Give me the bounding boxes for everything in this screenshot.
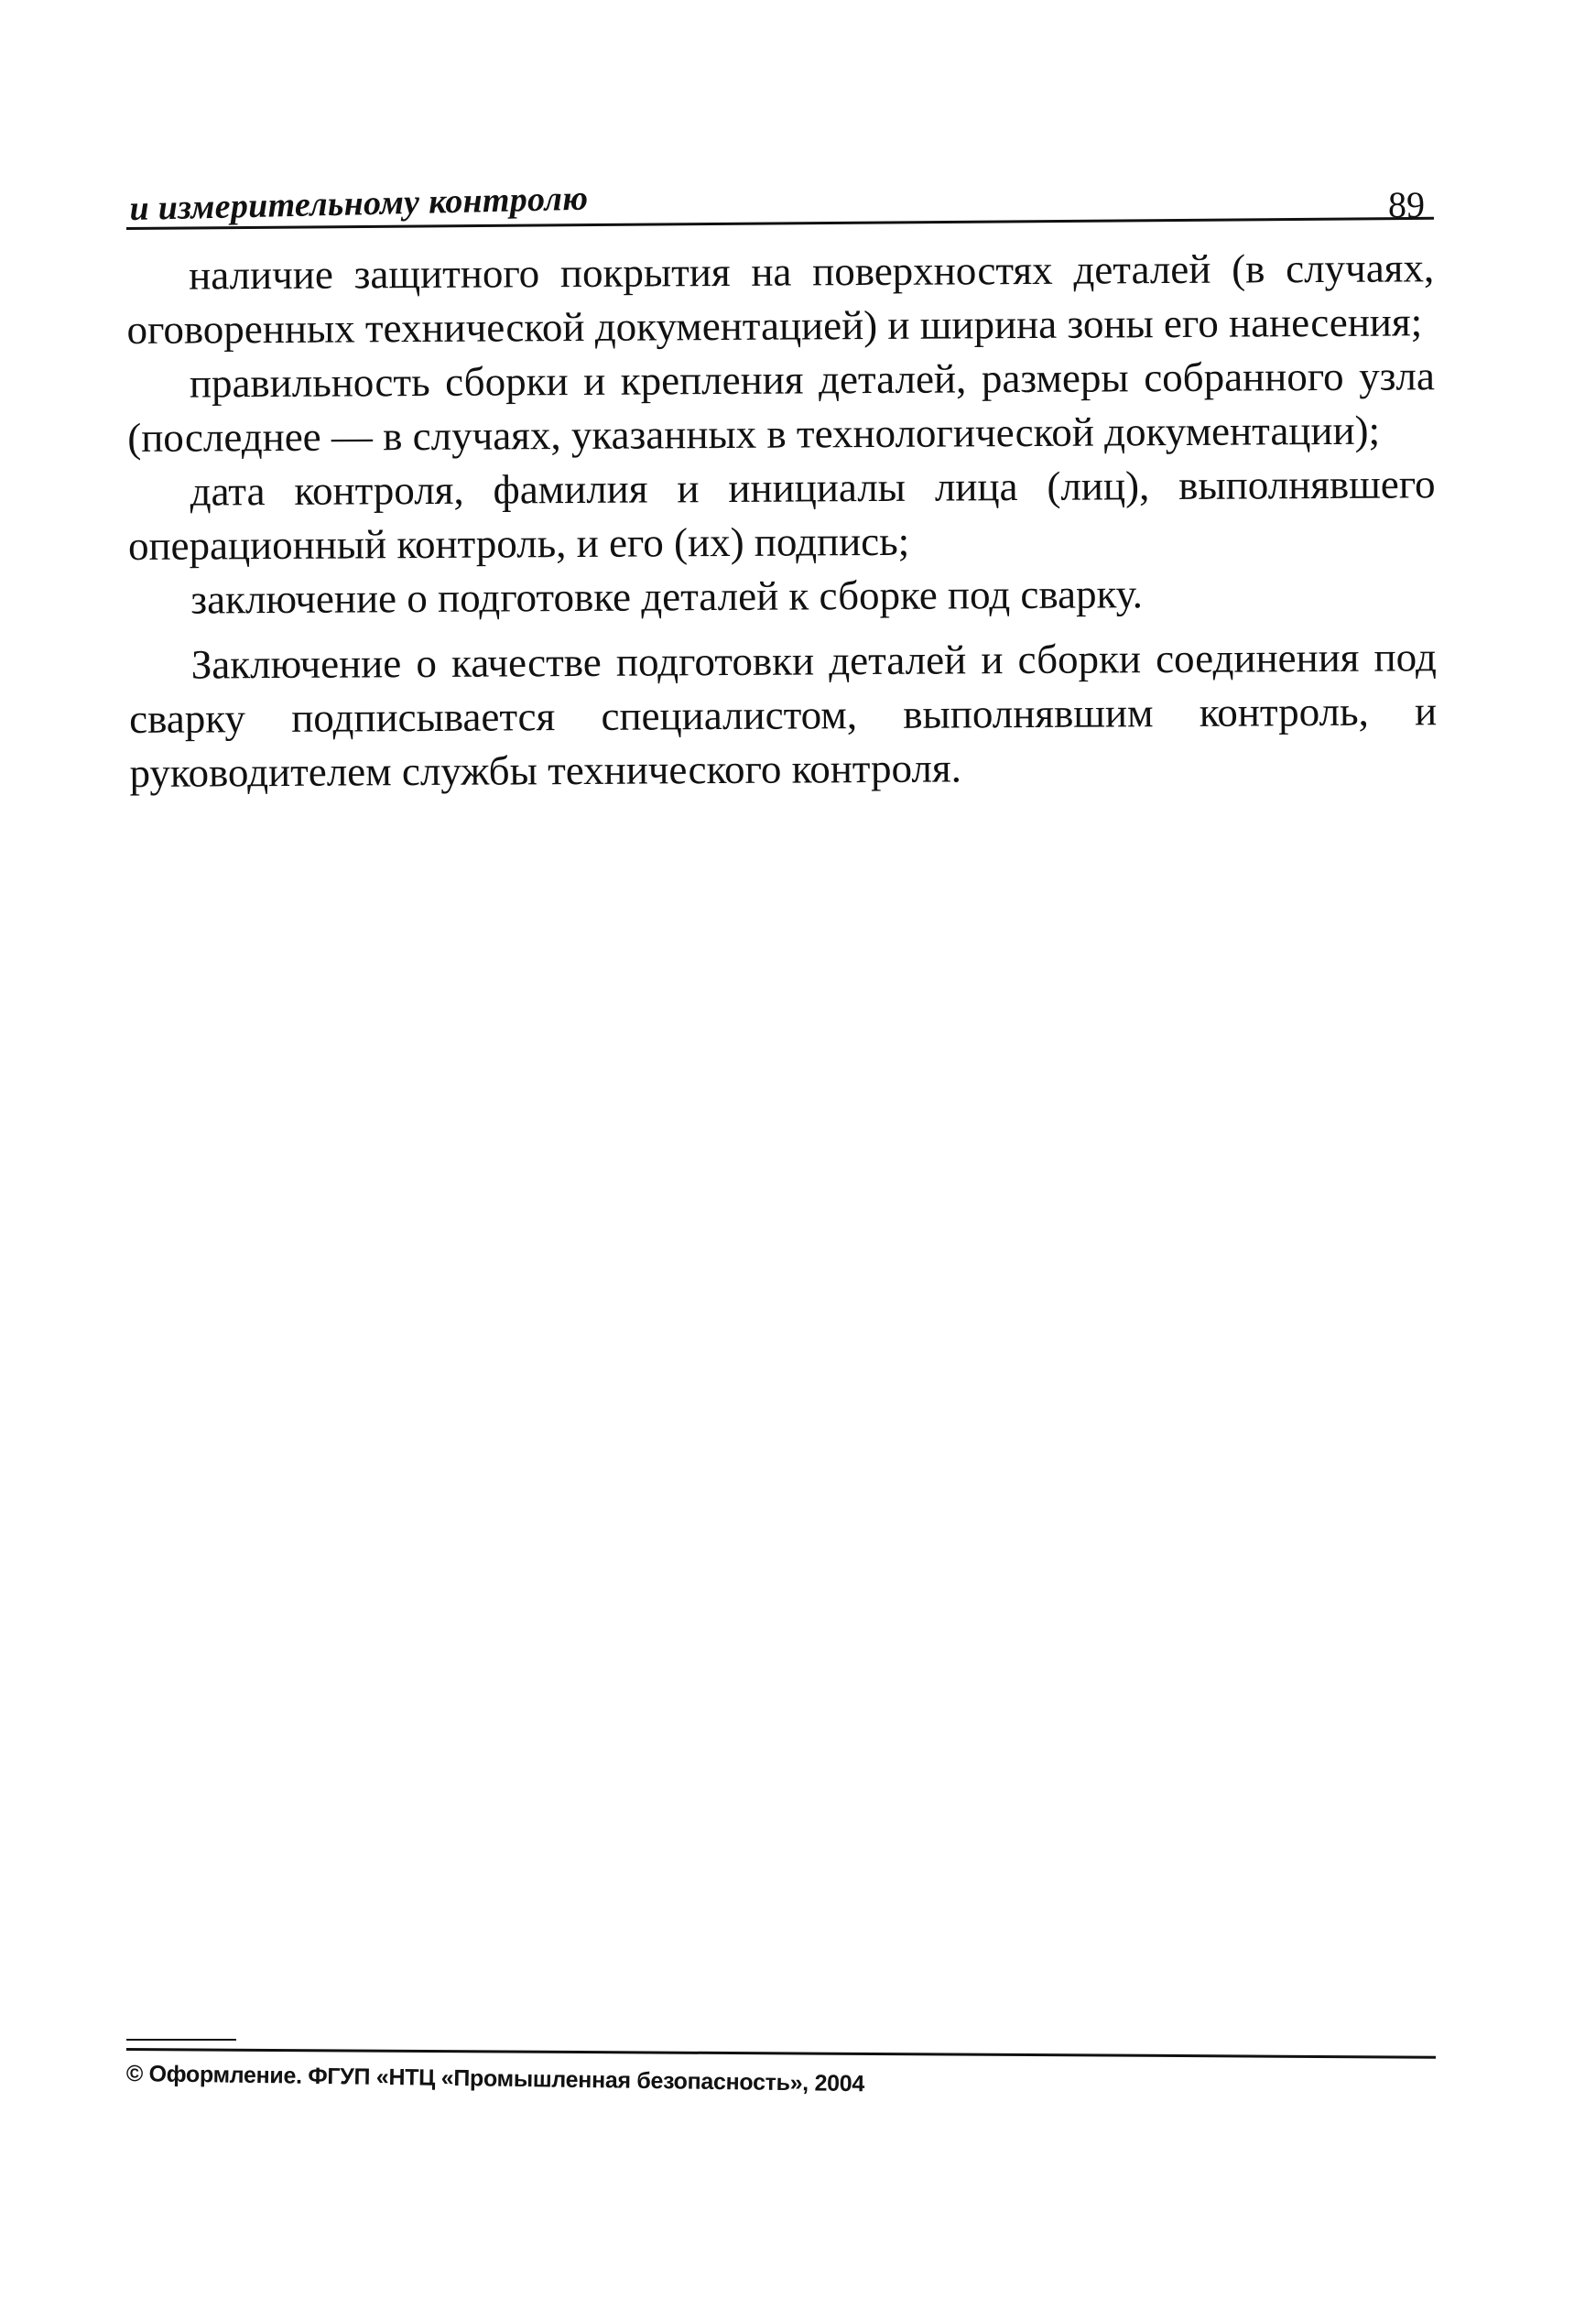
footer-copyright: © Оформление. ФГУП «НТЦ «Промышленная безопасность», 2004 (125, 2061, 865, 2097)
paragraph-assembly-correctness: правильность сборки и крепления деталей, размеры собранного узла (последнее — в случаях, указанных в технологической документации); (127, 353, 1436, 461)
body-text (126, 241, 1438, 800)
paragraph-conclusion: заключение о подготовке деталей к сборке под сварку. (190, 571, 1144, 623)
footer-rule-short (126, 2039, 236, 2041)
paragraph-protective-coating: наличие защитного покрытия на поверхностях деталей (в случаях, оговоренных технической документацией) и ширина зоны его нанесения; (126, 245, 1435, 353)
page-number: 89 (1388, 184, 1425, 225)
running-title: и измерительному контролю (129, 179, 589, 229)
paragraph-control-date: дата контроля, фамилия и инициалы лица (лиц), выполнявшего операционный контроль, и его (их) подпись; (127, 461, 1436, 569)
paragraph-signature: Заключение о качестве подготовки деталей и сборки соединения под сварку подписывается специалистом, выполнявшим контроль, и руководителем службы технического контроля. (128, 634, 1438, 796)
footer-rule (126, 2048, 1436, 2059)
